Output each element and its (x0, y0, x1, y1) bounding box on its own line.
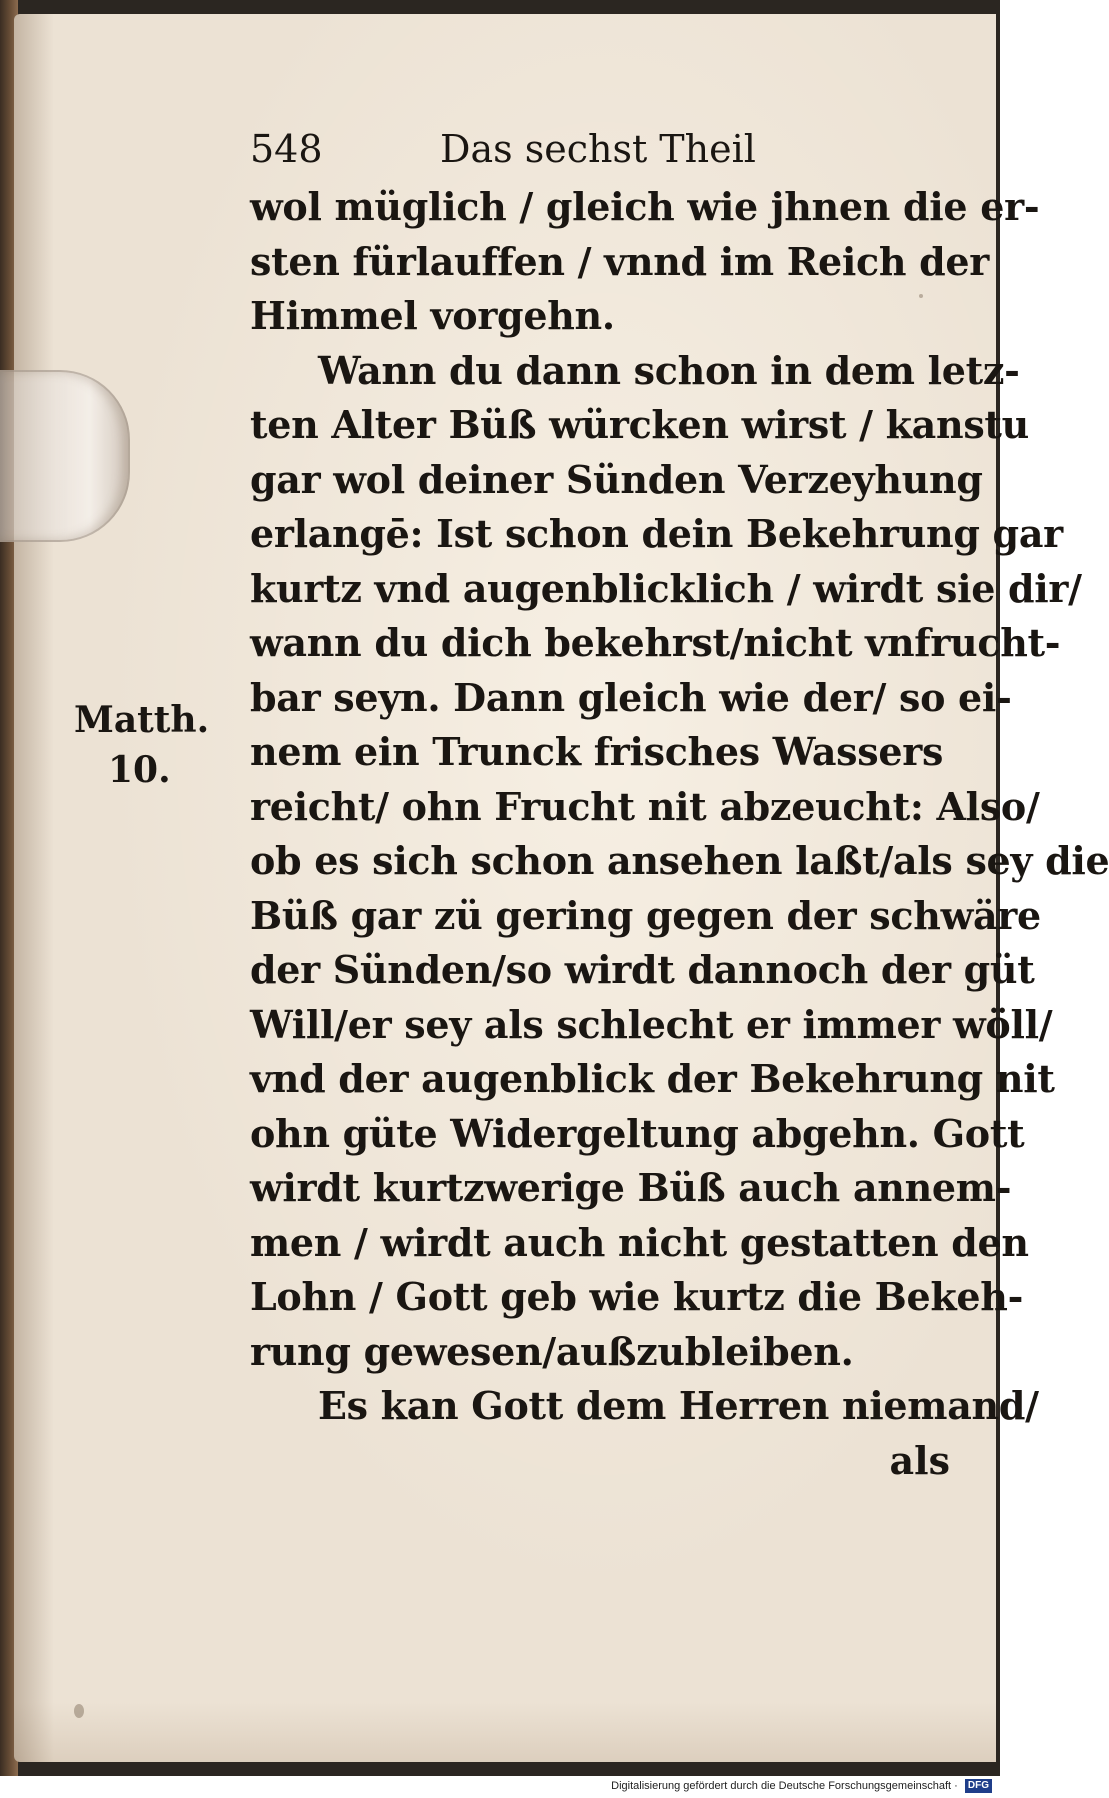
bookmark-clip (0, 370, 130, 542)
text-line: Lohn / Gott geb wie kurtz die Bekeh- (250, 1274, 1024, 1319)
text-line: Es kan Gott dem Herren niemand/ (318, 1383, 1039, 1428)
marginal-note (74, 695, 209, 795)
dfg-credit (611, 1779, 992, 1793)
text-line: bar seyn. Dann gleich wie der/ so ei- (250, 674, 1012, 720)
marginal-note-book: Matth. (74, 699, 210, 741)
text-line: wirdt kurtzwerige Büß auch annem- (250, 1165, 1012, 1210)
text-line: vnd der augenblick der Bekehrung nit (250, 1056, 1055, 1101)
text-line: ten Alter Büß würcken wirst / kanstu (250, 402, 1029, 447)
text-line: Wann du dann schon in dem letz- (318, 347, 1020, 393)
text-line: gar wol deiner Sünden Verzeyhung (250, 456, 983, 502)
text-line: wann du dich bekehrst/nicht vnfrucht- (250, 620, 1061, 665)
text-line: sten fürlauffen / vnnd im Reich der (250, 238, 989, 284)
text-line: erlangē: Ist schon dein Bekehrung gar (250, 511, 1063, 556)
marginal-note-chapter: 10. (108, 749, 171, 791)
credit-text: Digitalisierung gefördert durch die Deutsche Forschungsgemeinschaft · (611, 1779, 958, 1792)
text-line: wol müglich / gleich wie jhnen die er- (250, 184, 1040, 229)
catchword: als (889, 1437, 950, 1483)
text-line: Himmel vorgehn. (250, 293, 615, 338)
page-header (250, 118, 950, 180)
text-line: men / wirdt auch nicht gestatten den (250, 1219, 1029, 1265)
running-title: Das sechst Theil (440, 127, 756, 171)
text-line: ohn güte Widergeltung abgehn. Gott (250, 1110, 1025, 1156)
text-line: reicht/ ohn Frucht nit abzeucht: Also/ (250, 783, 1040, 829)
text-line: nem ein Trunck frisches Wassers (250, 729, 944, 774)
text-line: rung gewesen/außzubleiben. (250, 1328, 854, 1374)
dfg-logo: DFG (965, 1779, 992, 1793)
text-line: kurtz vnd augenblicklich / wirdt sie dir/ (250, 565, 1082, 611)
text-line: ob es sich schon ansehen laßt/als sey die (250, 838, 1109, 883)
ink-speck (74, 1704, 84, 1718)
page-number: 548 (250, 127, 323, 171)
text-line: der Sünden/so wirdt dannoch der güt (250, 947, 1035, 992)
text-line: Will/er sey als schlecht er immer wöll/ (250, 1001, 1053, 1047)
page-text (250, 118, 1109, 1488)
text-line: Büß gar zü gering gegen der schwäre (250, 892, 1041, 938)
